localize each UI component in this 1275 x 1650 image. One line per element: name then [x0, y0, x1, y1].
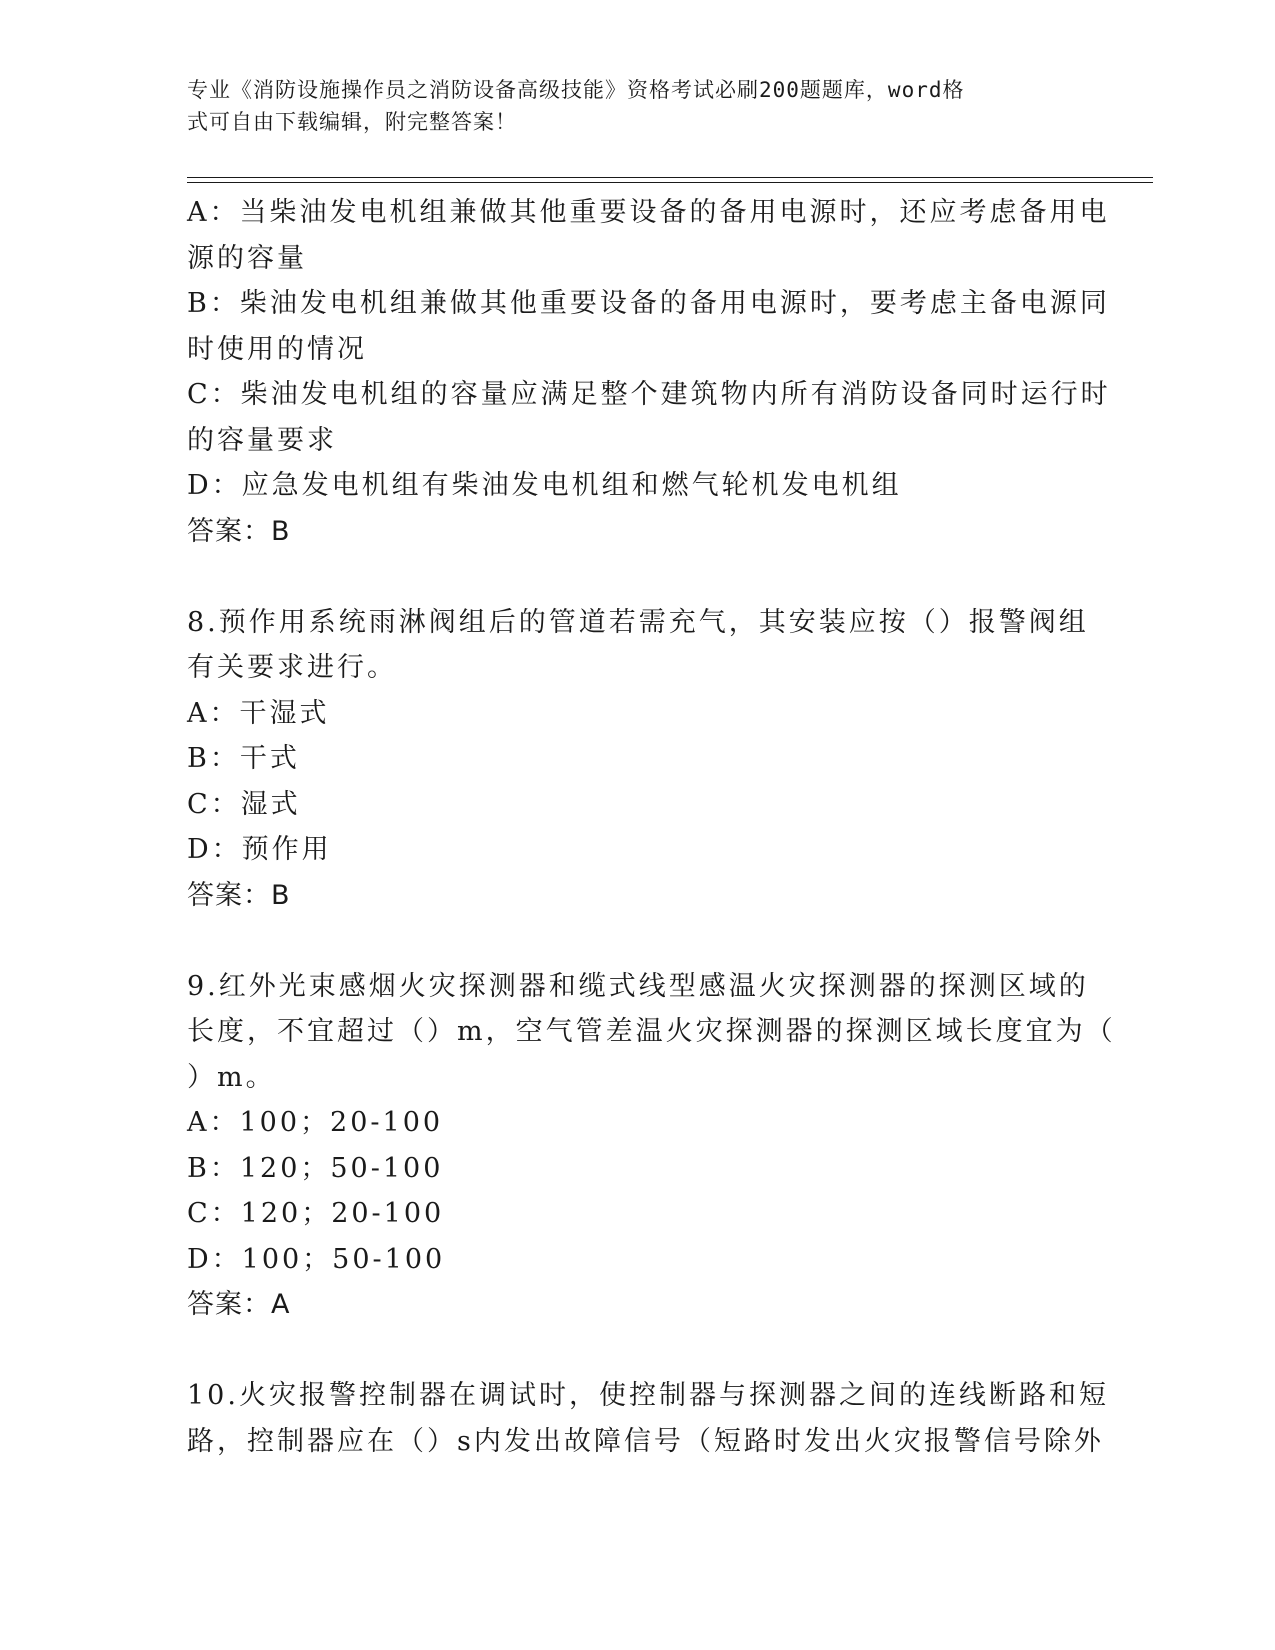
q9-stem-line-2: 长度，不宜超过（）m，空气管差温火灾探测器的探测区域长度宜为（ — [187, 1016, 1116, 1047]
document-header — [187, 74, 1067, 138]
q8-option-b: B：干式 — [187, 743, 300, 774]
q8-answer: 答案：B — [187, 879, 291, 911]
q7-option-c-line-1: C：柴油发电机组的容量应满足整个建筑物内所有消防设备同时运行时 — [187, 379, 1111, 410]
header-line-1: 专业《消防设施操作员之消防设备高级技能》资格考试必刷200题题库，word格 — [187, 78, 965, 102]
q9-option-c: C：120；20-100 — [187, 1198, 445, 1229]
q7-option-a-line-2: 源的容量 — [187, 242, 307, 274]
question-content — [187, 190, 1116, 1464]
question-10 — [187, 1373, 1109, 1464]
q8-option-c: C：湿式 — [187, 788, 301, 820]
question-9 — [187, 964, 1116, 1328]
q7-answer: 答案：B — [187, 515, 291, 547]
q8-stem-line-1: 8.预作用系统雨淋阀组后的管道若需充气，其安装应按（）报警阀组 — [187, 606, 1089, 638]
q9-stem-line-3: ）m。 — [187, 1061, 276, 1093]
question-7-options — [187, 190, 1111, 554]
header-divider-top — [187, 177, 1153, 178]
q9-option-a: A：100；20-100 — [187, 1107, 444, 1138]
q7-option-b-line-1: B：柴油发电机组兼做其他重要设备的备用电源时，要考虑主备电源同 — [187, 288, 1110, 319]
q8-stem-line-2: 有关要求进行。 — [187, 652, 397, 683]
q9-answer: 答案：A — [187, 1289, 291, 1320]
header-line-2: 式可自由下载编辑，附完整答案！ — [187, 110, 517, 134]
q7-option-a-line-1: A：当柴油发电机组兼做其他重要设备的备用电源时，还应考虑备用电 — [187, 197, 1110, 228]
q7-option-d: D：应急发电机组有柴油发电机组和燃气轮机发电机组 — [187, 470, 902, 501]
q8-option-d: D：预作用 — [187, 834, 332, 865]
q10-stem-line-2: 路，控制器应在（）s内发出故障信号（短路时发出火灾报警信号除外 — [187, 1425, 1104, 1457]
q9-option-d: D：100；50-100 — [187, 1243, 446, 1275]
header-divider-bottom — [187, 182, 1153, 183]
q10-stem-line-1: 10.火灾报警控制器在调试时，使控制器与探测器之间的连线断路和短 — [187, 1380, 1109, 1411]
spacer — [187, 554, 1087, 600]
question-8 — [187, 600, 1087, 919]
q9-option-b: B：120；50-100 — [187, 1152, 444, 1184]
q7-option-c-line-2: 的容量要求 — [187, 424, 337, 456]
q8-option-a: A：干湿式 — [187, 697, 330, 729]
spacer — [187, 918, 1087, 964]
spacer — [187, 1328, 1087, 1374]
q7-option-b-line-2: 时使用的情况 — [187, 333, 367, 365]
q9-stem-line-1: 9.红外光束感烟火灾探测器和缆式线型感温火灾探测器的探测区域的 — [187, 970, 1089, 1002]
